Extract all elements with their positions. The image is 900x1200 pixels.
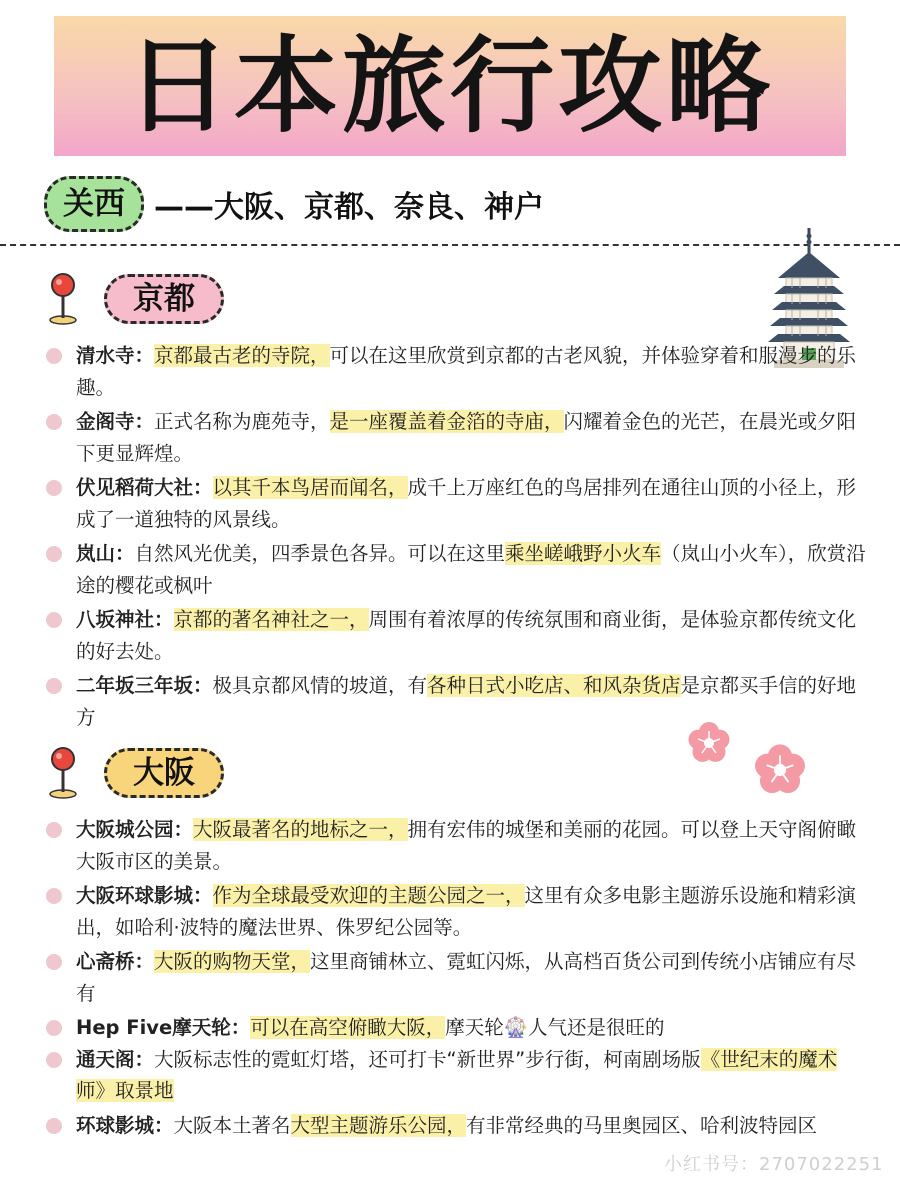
list-item: 岚山：自然风光优美，四季景色各异。可以在这里乘坐嵯峨野小火车（岚山小火车），欣赏沿途的樱花或枫叶 <box>46 538 866 601</box>
list-item: 大阪环球影城：作为全球最受欢迎的主题公园之一，这里有众多电影主题游乐设施和精彩演出，如哈利·波特的魔法世界、侏罗纪公园等。 <box>46 880 866 943</box>
list-item: 二年坂三年坂：极具京都风情的坡道，有各种日式小吃店、和风杂货店是京都买手信的好地方 <box>46 670 866 733</box>
list-item: 心斋桥：大阪的购物天堂，这里商铺林立、霓虹闪烁，从高档百货公司到传统小店铺应有尽有 <box>46 946 866 1009</box>
list-item: 清水寺：京都最古老的寺院，可以在这里欣赏到京都的古老风貌，并体验穿着和服漫步的乐趣。 <box>46 340 866 403</box>
list-item: 伏见稻荷大社：以其千本鸟居而闻名，成千上万座红色的鸟居排列在通往山顶的小径上，形成了一道独特的风景线。 <box>46 472 866 535</box>
section-header-osaka <box>46 746 224 800</box>
bullet-dot <box>46 612 62 628</box>
section-header-kyoto <box>46 272 224 326</box>
list-item: Hep Five摩天轮：可以在高空俯瞰大阪，摩天轮🎡人气还是很旺的 <box>46 1012 866 1044</box>
sakura-flower-icon <box>686 720 732 766</box>
bullet-dot <box>46 480 62 496</box>
bullet-dot <box>46 888 62 904</box>
dashed-divider <box>0 244 900 246</box>
map-pin-icon <box>46 272 80 326</box>
osaka-list <box>46 814 866 1141</box>
bullet-dot <box>46 1052 62 1068</box>
bullet-dot <box>46 1020 62 1036</box>
list-item: 环球影城：大阪本土著名大型主题游乐公园，有非常经典的马里奥园区、哈利波特园区 <box>46 1110 866 1142</box>
list-item: 八坂神社：京都的著名神社之一，周围有着浓厚的传统氛围和商业街，是体验京都传统文化的好去处。 <box>46 604 866 667</box>
region-badge: 关西 <box>44 176 144 232</box>
title-banner <box>54 16 846 156</box>
page-title: 日本旅行攻略 <box>125 25 774 147</box>
region-subtitle: ——大阪、京都、奈良、神户 <box>154 190 544 225</box>
list-item: 通天阁：大阪标志性的霓虹灯塔，还可打卡“新世界”步行街，柯南剧场版《世纪末的魔术师》取景地 <box>46 1044 866 1107</box>
bullet-dot <box>46 1118 62 1134</box>
bullet-dot <box>46 414 62 430</box>
bullet-dot <box>46 822 62 838</box>
bullet-dot <box>46 954 62 970</box>
city-label-kyoto: 京都 <box>104 274 224 324</box>
list-item: 金阁寺：正式名称为鹿苑寺，是一座覆盖着金箔的寺庙，闪耀着金色的光芒，在晨光或夕阳下更显辉煌。 <box>46 406 866 469</box>
bullet-dot <box>46 546 62 562</box>
city-label-osaka: 大阪 <box>104 748 224 798</box>
region-row <box>44 176 544 232</box>
bullet-dot <box>46 678 62 694</box>
map-pin-icon <box>46 746 80 800</box>
sakura-flower-icon <box>752 742 808 798</box>
bullet-dot <box>46 348 62 364</box>
kyoto-list <box>46 340 866 733</box>
watermark: 小红书号：2707022251 <box>664 1154 884 1175</box>
list-item: 大阪城公园：大阪最著名的地标之一，拥有宏伟的城堡和美丽的花园。可以登上天守阁俯瞰大阪市区的美景。 <box>46 814 866 877</box>
